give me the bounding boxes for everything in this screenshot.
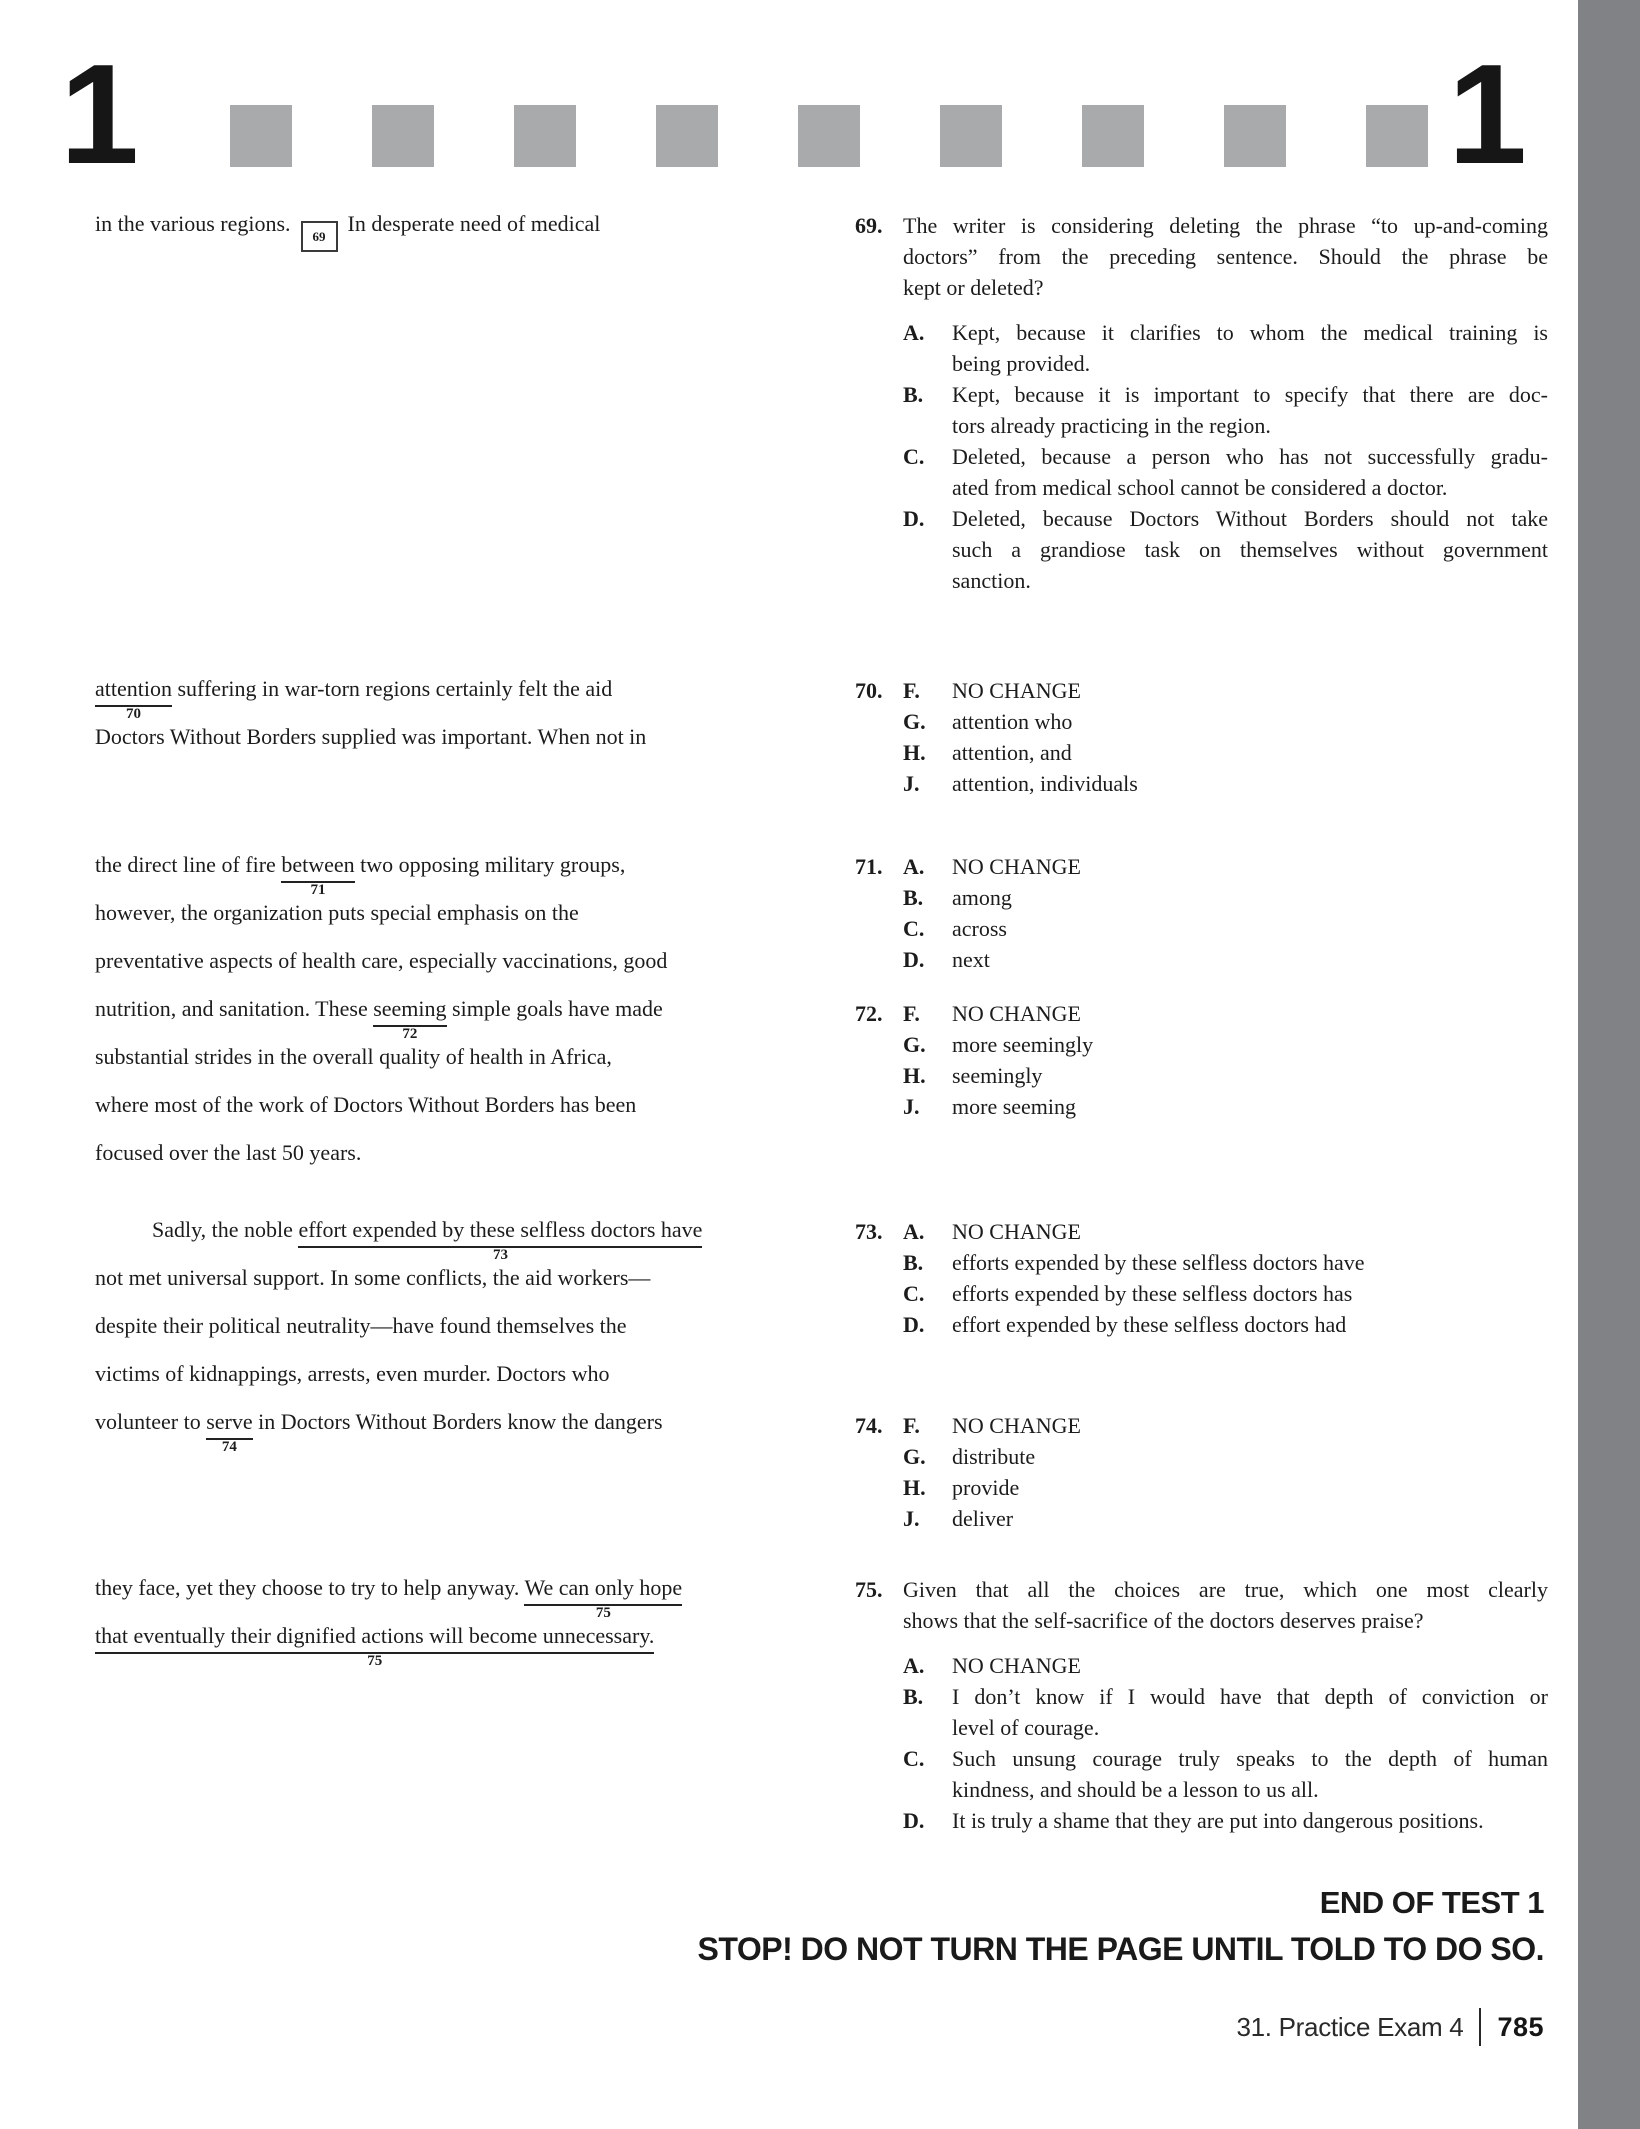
choice-letter: A. [903, 1219, 925, 1244]
question-number: 73. [855, 1219, 883, 1244]
page-edge-bar [1578, 0, 1640, 2129]
passage-line [95, 899, 579, 926]
choice-letter: H. [903, 1475, 926, 1500]
choice-line: NO CHANGE [952, 1001, 1081, 1026]
question-body [903, 1216, 1550, 1340]
stop-warning-label: STOP! DO NOT TURN THE PAGE UNTIL TOLD TO DO SO. [697, 1931, 1544, 1967]
question-body [903, 851, 1550, 975]
passage-text: focused over the last 50 years. [95, 1140, 362, 1165]
passage-text: that eventually their dignified actions will become unnecessary. [95, 1623, 655, 1648]
question-body [903, 210, 1550, 596]
end-of-test-label: END OF TEST 1 [1319, 1885, 1544, 1920]
page-header-number-right: 1 [1448, 35, 1527, 194]
question-stem [903, 210, 1548, 303]
passage-line [95, 1360, 609, 1387]
passage-text: effort expended by these selfless doctors have [298, 1217, 703, 1242]
passage-text: not met universal support. In some conflicts, the aid workers— [95, 1265, 651, 1290]
underlined-phrase [524, 1575, 683, 1621]
underlined-phrase [298, 1217, 703, 1263]
question-number: 74. [855, 1413, 883, 1438]
choice-line: NO CHANGE [952, 1219, 1081, 1244]
stem-line: kept or deleted? [903, 275, 1044, 300]
page-header-number-left: 1 [60, 35, 139, 194]
choice-line: across [952, 916, 1007, 941]
passage-line [95, 1408, 663, 1455]
choice-line: NO CHANGE [952, 678, 1081, 703]
answer-choice [903, 441, 1550, 503]
question-number: 71. [855, 854, 883, 879]
choice-line: NO CHANGE [952, 1413, 1081, 1438]
choice-line: efforts expended by these selfless doctors have [952, 1250, 1365, 1275]
choice-line: such a grandiose task on themselves without government [952, 537, 1548, 562]
header-square [940, 105, 1002, 167]
answer-choice [903, 737, 1550, 768]
question-70 [855, 675, 1550, 799]
answer-choice [903, 1472, 1550, 1503]
underlined-phrase [373, 996, 447, 1042]
choice-line: Kept, because it is important to specify that there are doc- [952, 382, 1548, 407]
passage-line [95, 675, 613, 722]
choice-line: more seeming [952, 1094, 1077, 1119]
question-number: 75. [855, 1577, 883, 1602]
answer-choice [903, 1410, 1550, 1441]
answer-choice [903, 1681, 1550, 1743]
passage-text: preventative aspects of health care, especially vaccinations, good [95, 948, 668, 973]
header-square [798, 105, 860, 167]
question-73 [855, 1216, 1550, 1340]
choice-letter: J. [903, 1094, 920, 1119]
choice-letter: A. [903, 320, 925, 345]
passage-line [95, 995, 663, 1042]
choice-letter: D. [903, 506, 925, 531]
answer-choice [903, 1650, 1550, 1681]
choice-letter: A. [903, 854, 925, 879]
question-body [903, 998, 1550, 1122]
header-square [1224, 105, 1286, 167]
answer-choice [903, 675, 1550, 706]
question-body [903, 675, 1550, 799]
passage-line [95, 1091, 636, 1118]
header-square [514, 105, 576, 167]
question-stem [903, 1574, 1548, 1636]
stem-line: Given that all the choices are true, which one most clearly [903, 1577, 1548, 1602]
passage-line [95, 1312, 627, 1339]
passage-text: simple goals have made [446, 996, 663, 1021]
answer-choice [903, 379, 1550, 441]
passage-text: serve [206, 1409, 253, 1434]
passage-text: seeming [373, 996, 447, 1021]
footer-section-label: 31. Practice Exam 4 [1236, 2011, 1464, 2042]
underlined-phrase [206, 1409, 253, 1455]
answer-choice [903, 1091, 1550, 1122]
answer-choice [903, 1743, 1550, 1805]
footer-page-number: 785 [1497, 2011, 1544, 2042]
choice-line: Kept, because it clarifies to whom the medical training is [952, 320, 1548, 345]
passage-line [95, 851, 626, 898]
passage-text: nutrition, and sanitation. These [95, 996, 374, 1021]
passage-text: in the various regions. [95, 211, 291, 236]
choice-letter: D. [903, 947, 925, 972]
answer-choice [903, 1309, 1550, 1340]
question-body [903, 1574, 1550, 1836]
underlined-phrase [95, 1623, 655, 1669]
choice-line: effort expended by these selfless doctors had [952, 1312, 1347, 1337]
passage-line [95, 1574, 683, 1621]
choice-line: Deleted, because Doctors Without Borders should not take [952, 506, 1548, 531]
passage-text: Doctors Without Borders supplied was important. When not in [95, 724, 647, 749]
passage-line [95, 947, 667, 974]
question-71 [855, 851, 1550, 975]
choice-letter: F. [903, 1413, 920, 1438]
passage-text: despite their political neutrality—have found themselves the [95, 1313, 627, 1338]
answer-choice [903, 1278, 1550, 1309]
header-square-row [230, 105, 1428, 167]
footer-divider [1479, 2008, 1481, 2046]
choice-line: more seemingly [952, 1032, 1094, 1057]
stem-line: The writer is considering deleting the phrase “to up-and-coming [903, 213, 1548, 238]
choice-line: Such unsung courage truly speaks to the depth of human [952, 1746, 1548, 1771]
header-square [230, 105, 292, 167]
header-square [372, 105, 434, 167]
passage-text: however, the organization puts special emphasis on the [95, 900, 579, 925]
choice-line: attention, individuals [952, 771, 1138, 796]
underlined-phrase [95, 676, 172, 722]
stem-line: doctors” from the preceding sentence. Should the phrase be [903, 244, 1548, 269]
answer-choice [903, 944, 1550, 975]
choice-letter: B. [903, 885, 924, 910]
answer-choice [903, 882, 1550, 913]
passage-line [95, 1264, 650, 1291]
passage-text: the direct line of fire [95, 852, 282, 877]
choice-letter: J. [903, 1506, 920, 1531]
passage-text: attention [95, 676, 172, 701]
page-footer [1236, 2008, 1544, 2046]
answer-choice [903, 1503, 1550, 1534]
passage-text: where most of the work of Doctors Without Borders has been [95, 1092, 637, 1117]
choice-line: deliver [952, 1506, 1014, 1531]
passage-text: two opposing military groups, [354, 852, 626, 877]
choice-line: NO CHANGE [952, 854, 1081, 879]
question-number: 72. [855, 1001, 883, 1026]
answer-choice [903, 317, 1550, 379]
underline-number: 73 [492, 1247, 508, 1263]
choice-letter: B. [903, 1684, 924, 1709]
question-74 [855, 1410, 1550, 1534]
passage-text: In desperate need of medical [347, 211, 601, 236]
passage-line [95, 723, 646, 750]
choice-line: distribute [952, 1444, 1036, 1469]
choice-letter: C. [903, 444, 925, 469]
underline-number: 71 [310, 882, 326, 898]
choice-line: provide [952, 1475, 1020, 1500]
passage-text: Sadly, the noble [152, 1217, 299, 1242]
choice-letter: J. [903, 771, 920, 796]
answer-choice [903, 851, 1550, 882]
choice-letter: F. [903, 1001, 920, 1026]
header-square [1082, 105, 1144, 167]
answer-choice [903, 1216, 1550, 1247]
answer-choice [903, 1029, 1550, 1060]
header-square [656, 105, 718, 167]
answer-choice [903, 1441, 1550, 1472]
answer-choice [903, 768, 1550, 799]
answer-choice [903, 503, 1550, 596]
passage-text: suffering in war-torn regions certainly felt the aid [171, 676, 613, 701]
answer-choice [903, 706, 1550, 737]
answer-choice [903, 998, 1550, 1029]
choice-line: kindness, and should be a lesson to us all. [952, 1777, 1319, 1802]
choice-line: being provided. [952, 351, 1091, 376]
choice-letter: G. [903, 1032, 926, 1057]
choice-letter: D. [903, 1312, 925, 1337]
choice-letter: A. [903, 1653, 925, 1678]
passage-text: in Doctors Without Borders know the dangers [252, 1409, 663, 1434]
answer-choice [903, 1060, 1550, 1091]
passage-text: they face, yet they choose to try to help anyway. [95, 1575, 525, 1600]
underline-number: 74 [221, 1439, 237, 1455]
choice-letter: D. [903, 1808, 925, 1833]
choice-letter: C. [903, 1281, 925, 1306]
choice-letter: C. [903, 916, 925, 941]
choice-line: sanction. [952, 568, 1031, 593]
passage-line [95, 1043, 612, 1070]
passage-line [95, 1139, 361, 1166]
choice-letter: G. [903, 1444, 926, 1469]
answer-choice [903, 1247, 1550, 1278]
passage-text: volunteer to [95, 1409, 207, 1434]
underline-number: 72 [402, 1026, 418, 1042]
answer-choice [903, 1805, 1550, 1836]
question-75 [855, 1574, 1550, 1836]
choice-line: efforts expended by these selfless doctors has [952, 1281, 1353, 1306]
choice-letter: F. [903, 678, 920, 703]
choice-letter: B. [903, 382, 924, 407]
passage-line [95, 210, 600, 252]
choice-line: NO CHANGE [952, 1653, 1081, 1678]
choice-letter: H. [903, 740, 926, 765]
answer-choice [903, 913, 1550, 944]
choice-line: Deleted, because a person who has not successfully gradu- [952, 444, 1548, 469]
question-72 [855, 998, 1550, 1122]
question-number: 70. [855, 678, 883, 703]
passage-text: substantial strides in the overall quality of health in Africa, [95, 1044, 612, 1069]
underline-number: 75 [367, 1653, 383, 1669]
question-number: 69. [855, 213, 883, 238]
passage-question-box: 69 [301, 221, 338, 252]
choice-line: among [952, 885, 1012, 910]
choice-line: attention who [952, 709, 1073, 734]
choice-letter: B. [903, 1250, 924, 1275]
choice-line: It is truly a shame that they are put into dangerous positions. [952, 1808, 1484, 1833]
choice-line: attention, and [952, 740, 1072, 765]
passage-line [95, 1622, 655, 1669]
underline-number: 75 [595, 1605, 611, 1621]
question-69 [855, 210, 1550, 596]
passage-line [95, 1216, 703, 1263]
choice-line: seemingly [952, 1063, 1043, 1088]
header-square [1366, 105, 1428, 167]
underline-number: 70 [125, 706, 141, 722]
choice-letter: C. [903, 1746, 925, 1771]
choice-letter: G. [903, 709, 926, 734]
passage-text: between [281, 852, 355, 877]
stem-line: shows that the self-sacrifice of the doctors deserves praise? [903, 1608, 1424, 1633]
choice-line: next [952, 947, 990, 972]
underlined-phrase [281, 852, 355, 898]
passage-text: We can only hope [524, 1575, 683, 1600]
choice-line: I don’t know if I would have that depth of conviction or [952, 1684, 1548, 1709]
choice-line: level of courage. [952, 1715, 1100, 1740]
passage-text: victims of kidnappings, arrests, even murder. Doctors who [95, 1361, 610, 1386]
choice-letter: H. [903, 1063, 926, 1088]
choice-line: ated from medical school cannot be considered a doctor. [952, 475, 1448, 500]
choice-line: tors already practicing in the region. [952, 413, 1271, 438]
question-body [903, 1410, 1550, 1534]
